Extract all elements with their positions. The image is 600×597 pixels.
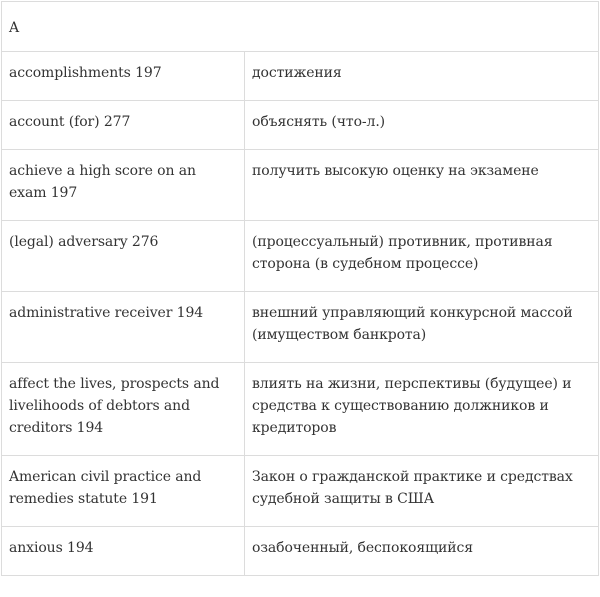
glossary-table xyxy=(1,1,599,576)
term-cell: anxious 194 xyxy=(2,527,245,576)
table-row xyxy=(2,221,599,292)
translation-cell: Закон о гражданской практике и средствах судебной защиты в США xyxy=(245,456,599,527)
table-row xyxy=(2,527,599,576)
table-row xyxy=(2,101,599,150)
table-row xyxy=(2,363,599,456)
section-letter: A xyxy=(2,2,599,52)
table-row xyxy=(2,52,599,101)
term-cell: accomplishments 197 xyxy=(2,52,245,101)
table-row xyxy=(2,292,599,363)
term-cell: American civil practice and remedies statute 191 xyxy=(2,456,245,527)
table-row xyxy=(2,150,599,221)
translation-cell: влиять на жизни, перспективы (будущее) и средства к существованию должников и кредиторов xyxy=(245,363,599,456)
term-cell: (legal) adversary 276 xyxy=(2,221,245,292)
term-cell: account (for) 277 xyxy=(2,101,245,150)
translation-cell: объяснять (что-л.) xyxy=(245,101,599,150)
translation-cell: достижения xyxy=(245,52,599,101)
translation-cell: озабоченный, беспокоящийся xyxy=(245,527,599,576)
section-header-row xyxy=(2,2,599,52)
term-cell: affect the lives, prospects and livelihoods of debtors and creditors 194 xyxy=(2,363,245,456)
translation-cell: получить высокую оценку на экзамене xyxy=(245,150,599,221)
translation-cell: (процессуальный) противник, противная сторона (в судебном процессе) xyxy=(245,221,599,292)
table-row xyxy=(2,456,599,527)
term-cell: achieve a high score on an exam 197 xyxy=(2,150,245,221)
translation-cell: внешний управляющий конкурсной массой (имуществом банкрота) xyxy=(245,292,599,363)
term-cell: administrative receiver 194 xyxy=(2,292,245,363)
